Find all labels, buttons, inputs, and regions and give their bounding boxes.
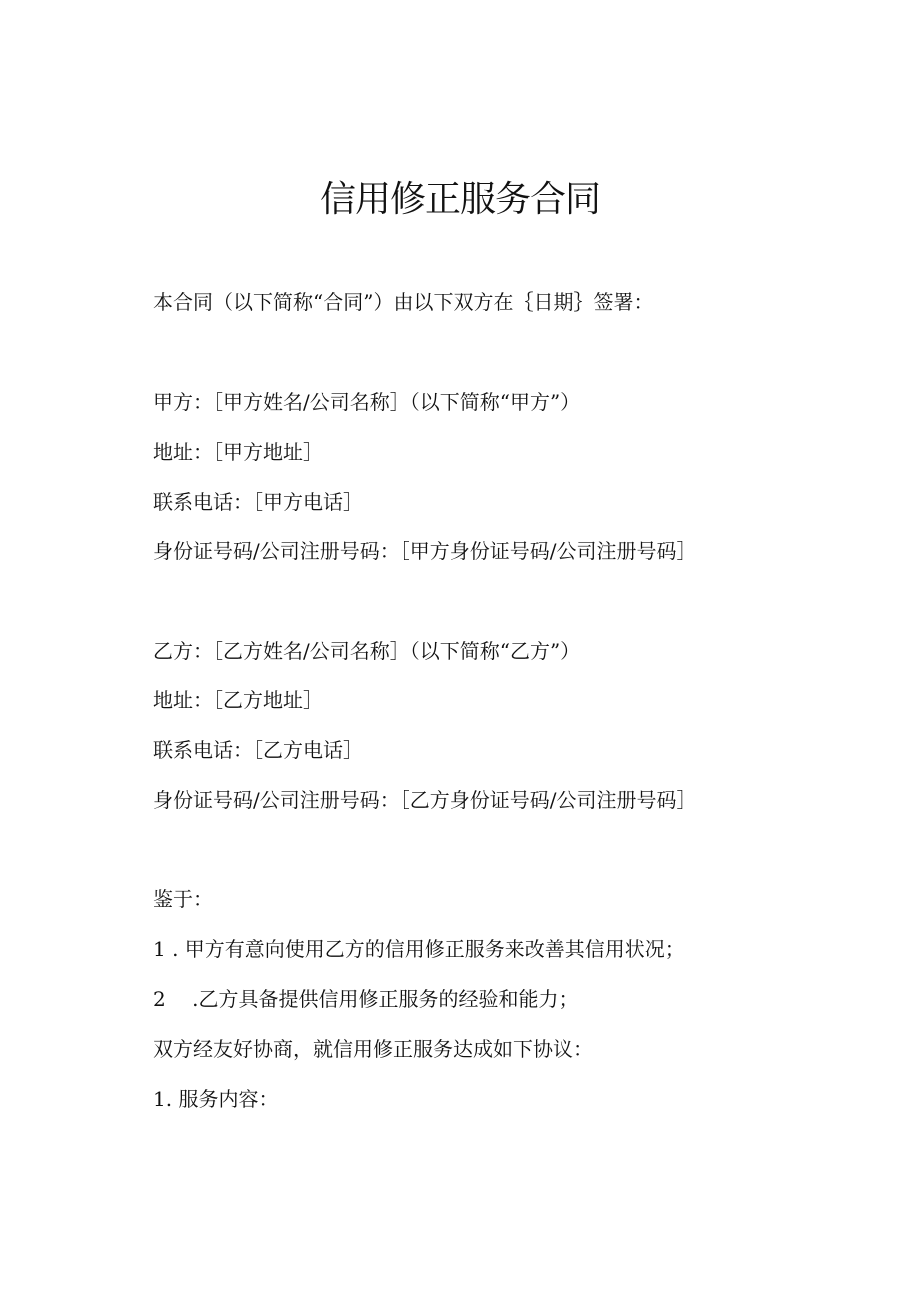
document-title: 信用修正服务合同 — [319, 179, 600, 220]
party-a-phone: 联系电话：［甲方电话］ — [153, 490, 363, 514]
agreement-statement: 双方经友好协商，就信用修正服务达成如下协议： — [153, 1037, 593, 1061]
party-a-id: 身份证号码/公司注册号码：［甲方身份证号码/公司注册号码］ — [153, 539, 697, 563]
section-1-heading: 1. 服务内容： — [153, 1087, 279, 1111]
party-b-id: 身份证号码/公司注册号码：［乙方身份证号码/公司注册号码］ — [153, 788, 697, 812]
whereas-item-2: 2 .乙方具备提供信用修正服务的经验和能力； — [153, 987, 579, 1011]
party-a-name: 甲方：［甲方姓名/公司名称］（以下简称“甲方”） — [153, 390, 581, 414]
party-b-phone: 联系电话：［乙方电话］ — [153, 738, 363, 762]
intro-paragraph: 本合同（以下简称“合同”）由以下双方在｛日期｝签署： — [153, 290, 654, 314]
whereas-item-1: 1 . 甲方有意向使用乙方的信用修正服务来改善其信用状况； — [153, 937, 685, 961]
party-b-address: 地址：［乙方地址］ — [153, 688, 323, 712]
whereas-heading: 鉴于： — [153, 887, 213, 911]
party-b-name: 乙方：［乙方姓名/公司名称］（以下简称“乙方”） — [153, 639, 581, 663]
party-a-address: 地址：［甲方地址］ — [153, 440, 323, 464]
